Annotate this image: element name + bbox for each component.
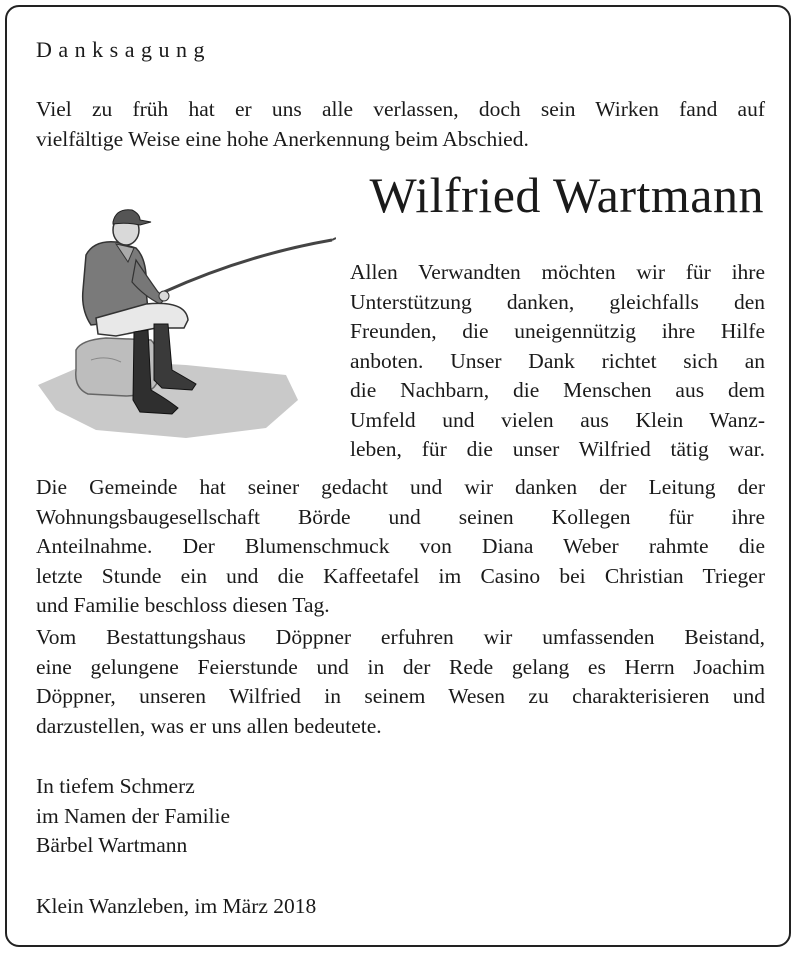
- signature-line: Bärbel Wartmann: [36, 833, 188, 857]
- side-line: Allen Verwandten möchten wir für ihre: [350, 260, 765, 284]
- acknowledgement-paragraph: [350, 258, 765, 465]
- side-line: Unterstützung danken, gleichfalls den: [350, 289, 765, 314]
- side-line: die Nachbarn, die Menschen aus dem: [350, 378, 765, 402]
- paragraph-line: letzte Stunde ein und die Kaffeetafel im Casino bei Christian Trieger: [36, 563, 765, 588]
- heading: Danksagung: [36, 37, 211, 62]
- paragraph-line: darzustellen, was er uns allen bedeutete.: [36, 713, 382, 738]
- paragraph-line: Döppner, unseren Wilfried in seinem Wesen zu charakterisieren und: [36, 684, 765, 708]
- deceased-name: Wilfried Wartmann: [369, 167, 764, 223]
- community-paragraph: [36, 473, 765, 621]
- place-date: Klein Wanzleben, im März 2018: [36, 894, 317, 918]
- paragraph-line: und Familie beschloss diesen Tag.: [36, 593, 330, 617]
- side-line: leben, für die unser Wilfried tätig war.: [350, 437, 765, 461]
- signature-line: im Namen der Familie: [36, 803, 231, 828]
- intro-line: Viel zu früh hat er uns alle verlassen, doch sein Wirken fand auf: [36, 97, 765, 121]
- signature-block: [36, 772, 436, 861]
- paragraph-line: Wohnungsbaugesellschaft Börde und seinen Kollegen für ihre: [36, 504, 765, 529]
- signature-line: In tiefem Schmerz: [36, 774, 195, 798]
- side-line: anboten. Unser Dank richtet sich an: [350, 348, 765, 373]
- funeral-home-paragraph: [36, 623, 765, 741]
- intro-line: vielfältige Weise eine hohe Anerkennung beim Abschied.: [36, 126, 529, 151]
- paragraph-line: Die Gemeinde hat seiner gedacht und wir danken der Leitung der: [36, 475, 765, 499]
- fisherman-illustration: [36, 200, 336, 440]
- side-line: Umfeld und vielen aus Klein Wanz-: [350, 407, 765, 432]
- paragraph-line: Vom Bestattungshaus Döppner erfuhren wir umfassenden Beistand,: [36, 625, 765, 649]
- paragraph-line: eine gelungene Feierstunde und in der Rede gelang es Herrn Joachim: [36, 654, 765, 679]
- paragraph-line: Anteilnahme. Der Blumenschmuck von Diana Weber rahmte die: [36, 534, 765, 558]
- side-line: Freunden, die uneigennützig ihre Hilfe: [350, 319, 765, 343]
- intro-paragraph: [36, 95, 765, 154]
